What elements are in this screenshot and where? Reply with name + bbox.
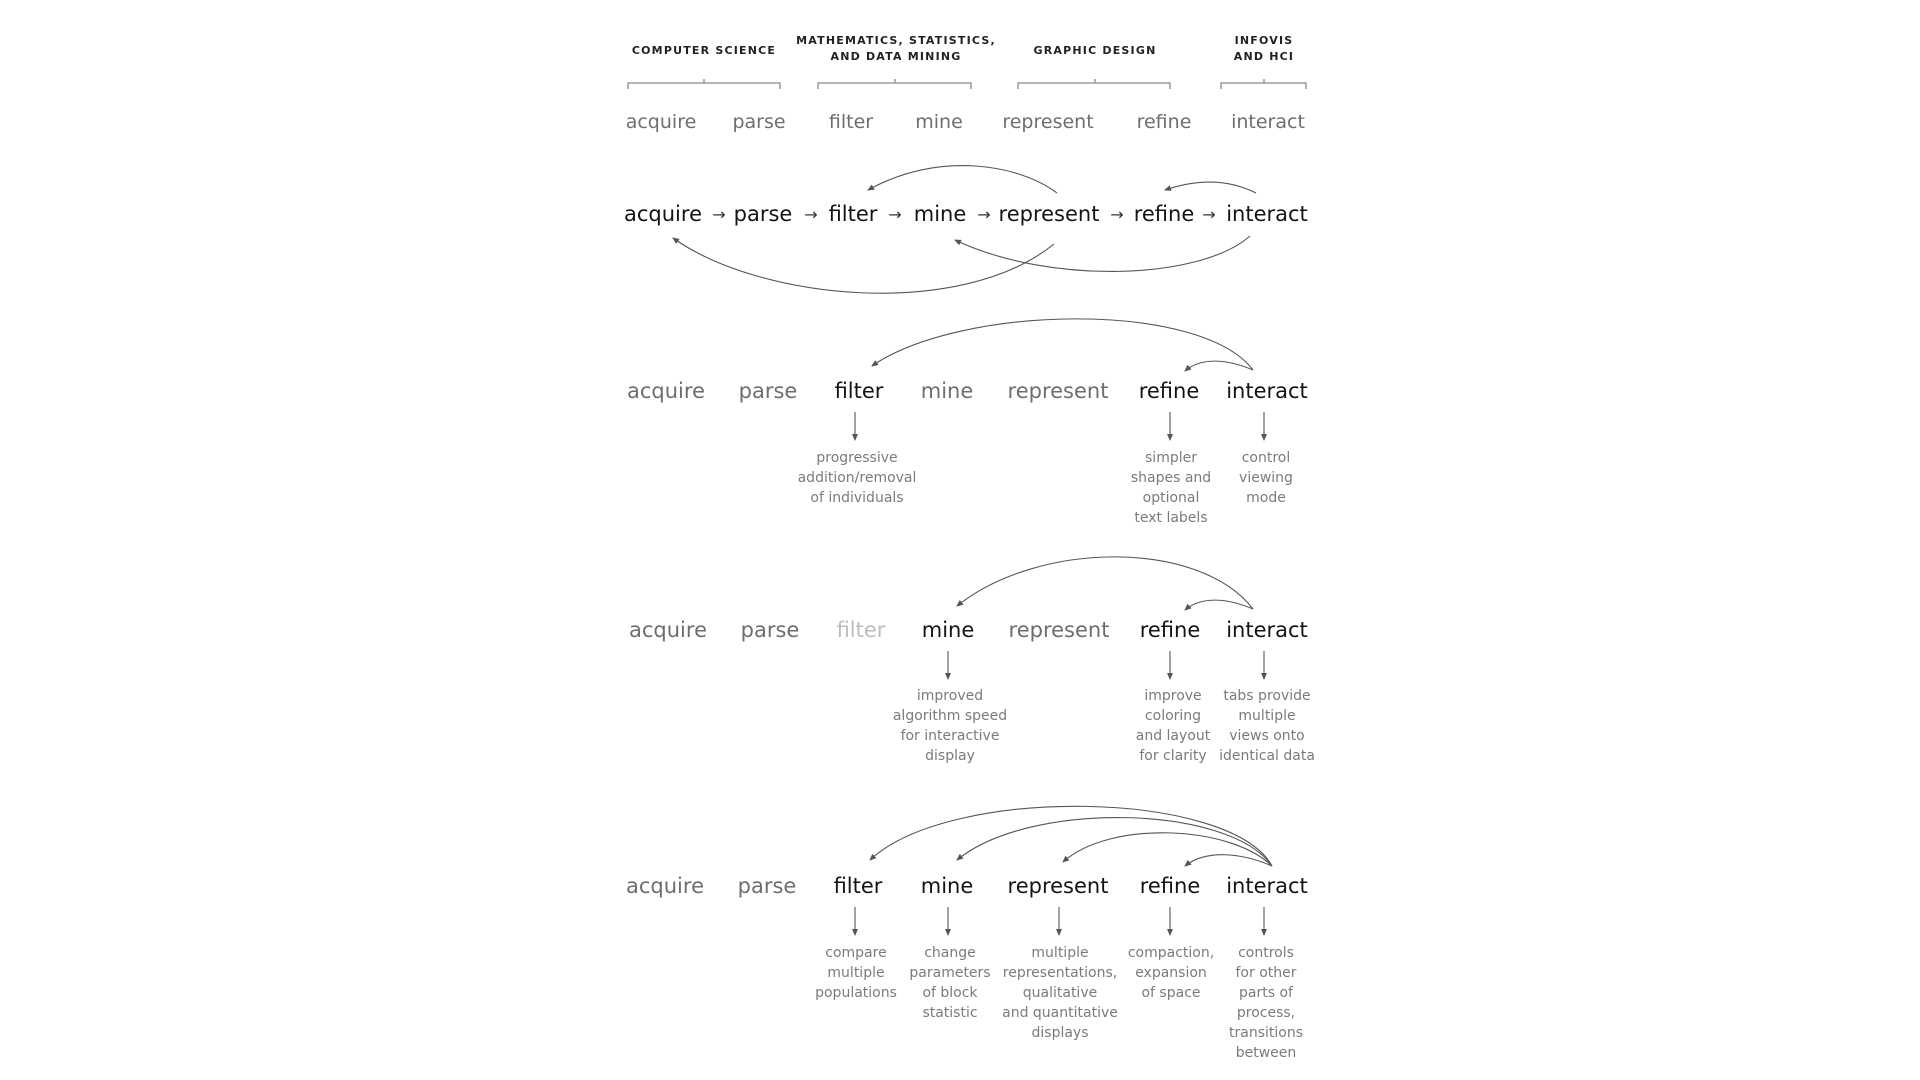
row2-mine: mine bbox=[913, 202, 967, 226]
row3-interact: interact bbox=[1226, 379, 1308, 403]
category-infovis-line1: INFOVIS bbox=[1234, 34, 1294, 47]
category-mathematics-line2: AND DATA MINING bbox=[830, 50, 962, 63]
row5-note-represent: multiple representations, qualitative and quantitative displays bbox=[1002, 945, 1118, 1041]
row3-note-interact: control viewing mode bbox=[1239, 450, 1293, 506]
row2-arrow-5: → bbox=[1110, 205, 1124, 224]
row2-filter: filter bbox=[828, 202, 878, 226]
row1-refine: refine bbox=[1136, 111, 1192, 133]
row4-note-interact: tabs provide multiple views onto identical data bbox=[1219, 688, 1315, 764]
category-computer-science: COMPUTER SCIENCE bbox=[631, 44, 777, 57]
row5-arc-interact-to-filter bbox=[870, 806, 1272, 866]
row3-arc-interact-to-refine bbox=[1185, 361, 1253, 371]
row3-refine: refine bbox=[1138, 379, 1200, 403]
row2-interact: interact bbox=[1226, 202, 1308, 226]
row1-interact: interact bbox=[1231, 111, 1305, 133]
row1-acquire: acquire bbox=[625, 111, 697, 133]
row2-arrow-4: → bbox=[977, 205, 991, 224]
row2-arc-interact-to-refine bbox=[1165, 182, 1256, 193]
row5-note-filter: compare multiple populations bbox=[815, 945, 897, 1001]
row2-arc-interact-to-mine bbox=[955, 236, 1250, 271]
row1-filter: filter bbox=[828, 111, 874, 133]
row3-note-refine: simpler shapes and optional text labels bbox=[1130, 450, 1212, 526]
row1-represent: represent bbox=[1002, 111, 1094, 133]
bracket-infovis bbox=[1221, 79, 1306, 89]
bracket-mathematics bbox=[818, 79, 971, 89]
row4-arc-interact-to-refine bbox=[1185, 600, 1253, 610]
row4-represent: represent bbox=[1008, 618, 1110, 642]
row3-arc-interact-to-filter bbox=[872, 319, 1253, 370]
row5-interact: interact bbox=[1226, 874, 1308, 898]
bracket-computer-science bbox=[628, 79, 780, 89]
row3-acquire: acquire bbox=[627, 379, 705, 403]
row2-arrow-1: → bbox=[712, 205, 726, 224]
row1-parse: parse bbox=[732, 111, 786, 133]
row4-acquire: acquire bbox=[629, 618, 707, 642]
row5-mine: mine bbox=[920, 874, 974, 898]
row4-arc-interact-to-mine bbox=[957, 557, 1253, 609]
row3-note-filter: progressive addition/removal of individuals bbox=[797, 450, 917, 506]
row2-represent: represent bbox=[998, 202, 1100, 226]
row5-filter: filter bbox=[833, 874, 883, 898]
row2-refine: refine bbox=[1133, 202, 1195, 226]
row4-refine: refine bbox=[1139, 618, 1201, 642]
row2-parse: parse bbox=[733, 202, 793, 226]
row5-represent: represent bbox=[1007, 874, 1109, 898]
row4-note-refine: improve coloring and layout for clarity bbox=[1135, 688, 1211, 764]
bracket-graphic-design bbox=[1018, 79, 1170, 89]
row5-parse: parse bbox=[737, 874, 797, 898]
row2-arc-represent-to-filter bbox=[868, 166, 1057, 193]
category-graphic-design: GRAPHIC DESIGN bbox=[1033, 44, 1157, 57]
row2-arrow-2: → bbox=[804, 205, 818, 224]
row5-acquire: acquire bbox=[626, 874, 704, 898]
row1-mine: mine bbox=[915, 111, 963, 133]
row4-interact: interact bbox=[1226, 618, 1308, 642]
row4-mine: mine bbox=[921, 618, 975, 642]
row2-arrow-3: → bbox=[888, 205, 902, 224]
row5-arc-interact-to-mine bbox=[957, 818, 1272, 866]
row4-parse: parse bbox=[740, 618, 800, 642]
row5-note-refine: compaction, expansion of space bbox=[1127, 945, 1215, 1001]
row3-filter: filter bbox=[834, 379, 884, 403]
row2-arc-represent-to-acquire bbox=[673, 238, 1054, 293]
row3-mine: mine bbox=[920, 379, 974, 403]
row3-represent: represent bbox=[1007, 379, 1109, 403]
category-infovis-line2: AND HCI bbox=[1233, 50, 1295, 63]
row2-acquire: acquire bbox=[624, 202, 702, 226]
category-mathematics-line1: MATHEMATICS, STATISTICS, bbox=[796, 34, 996, 47]
row3-parse: parse bbox=[738, 379, 798, 403]
row5-refine: refine bbox=[1139, 874, 1201, 898]
row4-filter: filter bbox=[836, 618, 886, 642]
row2-arrow-6: → bbox=[1202, 205, 1216, 224]
row5-note-interact: controls for other parts of process, transitions between bbox=[1229, 945, 1303, 1061]
row4-note-mine: improved algorithm speed for interactive display bbox=[892, 688, 1008, 764]
row5-note-mine: change parameters of block statistic bbox=[909, 945, 991, 1021]
